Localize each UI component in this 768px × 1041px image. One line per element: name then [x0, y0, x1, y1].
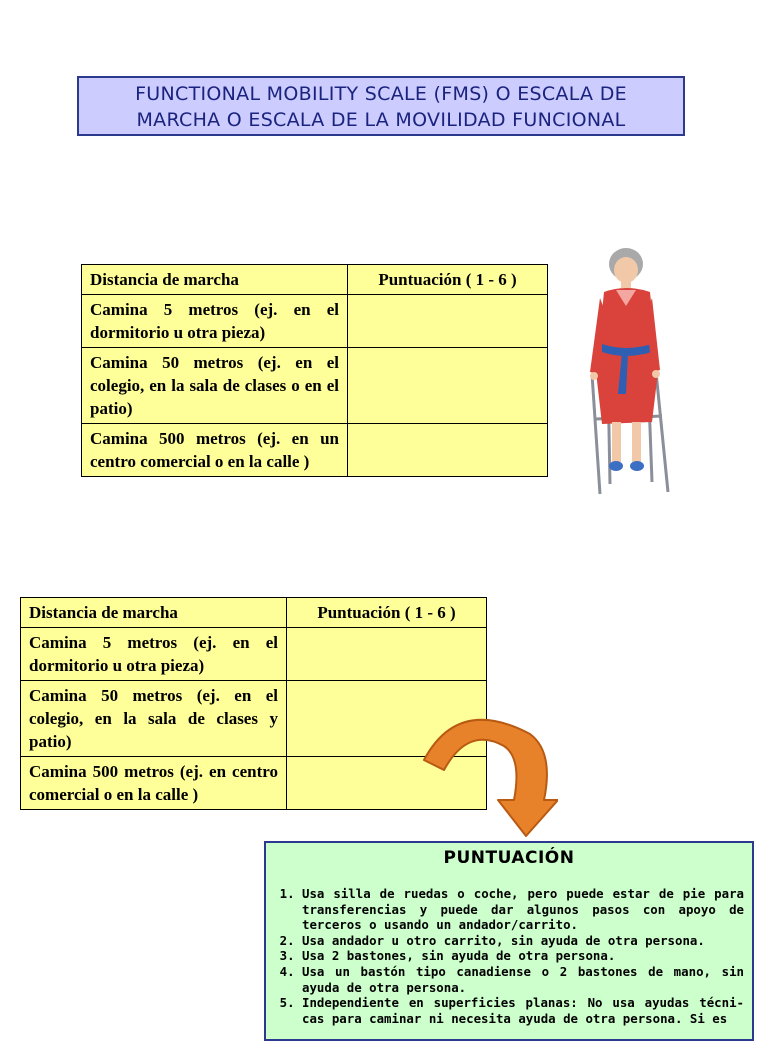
row-50m-label: Camina 50 metros (ej. en el colegio, en la sala de clases o en el patio)	[82, 348, 348, 424]
page-title	[77, 76, 685, 136]
score-legend	[264, 841, 754, 1041]
list-item: 2. Usa andador u otro carrito, sin ayuda de otra persona.	[302, 933, 744, 949]
mobility-table-2	[20, 597, 487, 810]
row-5m-label: Camina 5 metros (ej. en el dormitorio u otra pieza)	[21, 628, 287, 681]
header-distance: Distancia de marcha	[82, 265, 348, 295]
row-50m-score[interactable]	[348, 348, 548, 424]
mobility-table-1	[81, 264, 548, 477]
table-header-row	[21, 598, 487, 628]
row-500m-score[interactable]	[348, 424, 548, 477]
row-5m-score[interactable]	[348, 295, 548, 348]
row-5m-score[interactable]	[287, 628, 487, 681]
row-50m-label: Camina 50 metros (ej. en el colegio, en la sala de clases y patio)	[21, 681, 287, 757]
score-legend-title: PUNTUACIÓN	[443, 848, 575, 868]
table-row	[82, 348, 548, 424]
curved-arrow-icon	[418, 700, 558, 840]
table-row	[82, 295, 548, 348]
elderly-woman-walker-illustration	[578, 244, 680, 500]
header-score: Puntuación ( 1 - 6 )	[287, 598, 487, 628]
list-item: 1. Usa silla de ruedas o coche, pero puede estar de pie para transferencias y puede dar algunos pasos con apoyo de terceros o usando un andador/carrito.	[302, 886, 744, 933]
table-row	[21, 681, 487, 757]
list-item: 4. Usa un bastón tipo canadiense o 2 bastones de mano, sin ayuda de otra persona.	[302, 964, 744, 995]
table-row	[21, 757, 487, 810]
header-score: Puntuación ( 1 - 6 )	[348, 265, 548, 295]
title-line-1: FUNCTIONAL MOBILITY SCALE (FMS) O ESCALA DE	[135, 83, 627, 105]
table-row	[82, 424, 548, 477]
row-500m-label: Camina 500 metros (ej. en un centro comercial o en la calle )	[82, 424, 348, 477]
header-distance: Distancia de marcha	[21, 598, 287, 628]
table-header-row	[82, 265, 548, 295]
score-list	[266, 886, 752, 1026]
title-line-2: MARCHA O ESCALA DE LA MOVILIDAD FUNCIONAL	[136, 109, 626, 131]
list-item: 5. Independiente en superficies planas: No usa ayudas técni-cas para caminar ni necesita ayuda de otra persona. Si es	[302, 995, 744, 1026]
list-item: 3. Usa 2 bastones, sin ayuda de otra persona.	[302, 948, 744, 964]
row-5m-label: Camina 5 metros (ej. en el dormitorio u otra pieza)	[82, 295, 348, 348]
table-row	[21, 628, 487, 681]
row-500m-label: Camina 500 metros (ej. en centro comercial o en la calle )	[21, 757, 287, 810]
